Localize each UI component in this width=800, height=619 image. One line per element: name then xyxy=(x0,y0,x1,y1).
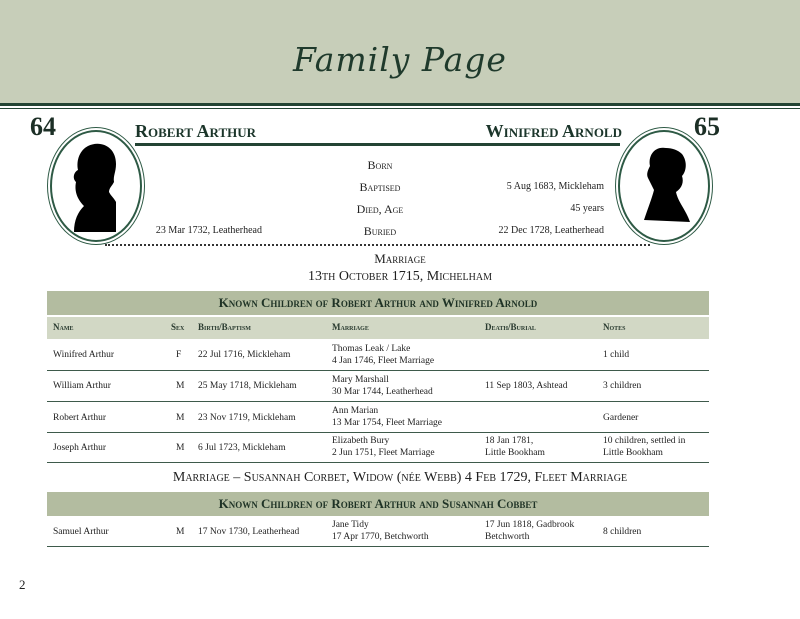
event-label-baptised: Baptised xyxy=(359,180,401,194)
dotted-divider xyxy=(105,244,650,246)
child-birth: 22 Jul 1716, Mickleham xyxy=(198,350,291,360)
child-birth: 6 Jul 1723, Mickleham xyxy=(198,443,286,453)
wife-died-age: 45 years xyxy=(570,203,604,214)
child-notes: 3 children xyxy=(603,381,642,391)
child-notes-extra: Little Bookham xyxy=(603,448,663,458)
table-row xyxy=(47,517,709,547)
table-row xyxy=(47,433,709,463)
female-silhouette-icon xyxy=(620,132,708,240)
page-title: Family Page xyxy=(293,40,507,79)
child-death: 17 Jun 1818, Gadbrook xyxy=(485,520,575,530)
child-name: Samuel Arthur xyxy=(53,527,109,537)
child-death: 18 Jan 1781, xyxy=(485,436,534,446)
col-birth: Birth/Baptism xyxy=(198,322,251,332)
children-section-title: Known Children of Robert Arthur and Winifred Arnold xyxy=(47,291,709,315)
child-marriage-date: 4 Jan 1746, Fleet Marriage xyxy=(332,356,435,366)
table-row xyxy=(47,371,709,402)
event-label-buried: Buried xyxy=(363,224,397,238)
child-birth: 23 Nov 1719, Mickleham xyxy=(198,413,296,423)
name-rule xyxy=(135,143,620,146)
husband-number: 64 xyxy=(30,112,56,141)
male-silhouette-icon xyxy=(52,132,140,240)
wife-portrait xyxy=(618,130,710,242)
child-name: Joseph Arthur xyxy=(53,443,107,453)
col-notes: Notes xyxy=(603,322,626,332)
child-death: 11 Sep 1803, Ashtead xyxy=(485,381,568,391)
col-marriage: Marriage xyxy=(332,322,369,332)
child-sex: M xyxy=(176,381,185,391)
marriage-detail: 13th October 1715, Michelham xyxy=(308,269,492,284)
child-notes: Gardener xyxy=(603,413,639,423)
child-marriage-date: 17 Apr 1770, Betchworth xyxy=(332,532,429,542)
child-marriage-date: 13 Mar 1754, Fleet Marriage xyxy=(332,418,443,428)
wife-name: Winifred Arnold xyxy=(485,121,622,141)
husband-name: Robert Arthur xyxy=(135,121,257,141)
child-birth: 17 Nov 1730, Leatherhead xyxy=(198,527,300,537)
col-death: Death/Burial xyxy=(485,322,536,332)
child-name: Robert Arthur xyxy=(53,413,107,423)
child-name: William Arthur xyxy=(53,381,111,391)
child-spouse: Jane Tidy xyxy=(332,520,369,530)
child-spouse: Thomas Leak / Lake xyxy=(332,344,411,354)
child-birth: 25 May 1718, Mickleham xyxy=(198,381,297,391)
table-row xyxy=(47,402,709,433)
col-sex: Sex xyxy=(171,322,185,332)
husband-buried: 23 Mar 1732, Leatherhead xyxy=(155,225,262,236)
wife-number: 65 xyxy=(694,112,720,141)
child-death-place: Betchworth xyxy=(485,532,530,542)
child-sex: M xyxy=(176,443,185,453)
child-marriage-date: 2 Jun 1751, Fleet Marriage xyxy=(332,448,435,458)
child-death-place: Little Bookham xyxy=(485,448,545,458)
child-spouse: Ann Marian xyxy=(332,406,379,416)
child-marriage-date: 30 Mar 1744, Leatherhead xyxy=(332,387,433,397)
children-section-title-2: Known Children of Robert Arthur and Susannah Cobbet xyxy=(47,492,709,516)
child-spouse: Mary Marshall xyxy=(332,375,389,385)
second-marriage-heading: Marriage – Susannah Corbet, Widow (née Webb) 4 Feb 1729, Fleet Marriage xyxy=(172,470,628,485)
wife-baptised: 5 Aug 1683, Mickleham xyxy=(506,181,604,192)
child-notes: 8 children xyxy=(603,527,642,537)
header-rule-thick xyxy=(0,103,800,106)
child-notes: 1 child xyxy=(603,350,630,360)
wife-buried: 22 Dec 1728, Leatherhead xyxy=(498,225,604,236)
event-label-born: Born xyxy=(367,158,393,172)
child-sex: M xyxy=(176,527,185,537)
table-row xyxy=(47,339,709,371)
page-number: 2 xyxy=(19,577,26,592)
marriage-heading: Marriage xyxy=(374,251,426,266)
child-sex: F xyxy=(176,350,182,360)
child-name: Winifred Arthur xyxy=(53,350,115,360)
table-header xyxy=(47,317,709,339)
child-spouse: Elizabeth Bury xyxy=(332,436,390,446)
event-label-died: Died, Age xyxy=(356,202,404,216)
child-sex: M xyxy=(176,413,185,423)
child-notes: 10 children, settled in xyxy=(603,436,686,446)
header-rule-thin xyxy=(0,108,800,109)
col-name: Name xyxy=(53,322,74,332)
